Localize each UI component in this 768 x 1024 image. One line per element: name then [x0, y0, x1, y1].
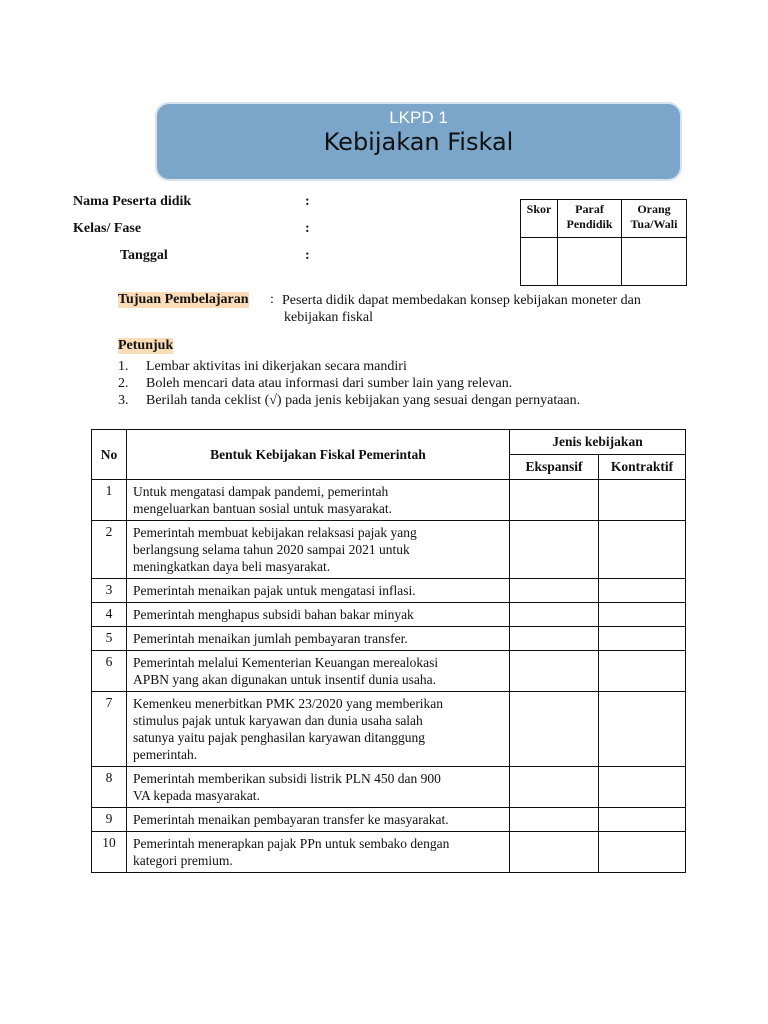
contractive-check-cell[interactable]: [599, 480, 686, 521]
row-number: 2: [92, 521, 127, 579]
contractive-check-cell[interactable]: [599, 832, 686, 873]
row-number: 9: [92, 808, 127, 832]
policy-statement: [127, 480, 510, 521]
instructions-label: Petunjuk: [118, 338, 174, 353]
policy-statement: [127, 767, 510, 808]
expansive-check-cell[interactable]: [510, 627, 599, 651]
expansive-check-cell[interactable]: [510, 603, 599, 627]
row-number: 3: [92, 579, 127, 603]
table-row: [92, 651, 686, 692]
col-header-no: No: [92, 430, 127, 480]
policy-statement: [127, 832, 510, 873]
statement-line: Pemerintah melalui Kementerian Keuangan merealokasi: [133, 655, 439, 670]
statement-line: berlangsung selama tahun 2020 sampai 2021 untuk: [133, 542, 410, 557]
policy-statement: [127, 521, 510, 579]
worksheet-title: Kebijakan Fiskal: [323, 128, 514, 156]
expansive-check-cell[interactable]: [510, 767, 599, 808]
parent-sign-cell[interactable]: [622, 238, 687, 286]
statement-line: Pemerintah menaikan pembayaran transfer ke masyarakat.: [133, 812, 449, 827]
expansive-check-cell[interactable]: [510, 808, 599, 832]
class-phase-colon: :: [305, 221, 310, 236]
objective-text: Peserta didik dapat membedakan konsep kebijakan moneter dan kebijakan fiskal: [282, 293, 641, 325]
statement-line: Pemerintah menghapus subsidi bahan bakar minyak: [133, 607, 414, 622]
row-number: 4: [92, 603, 127, 627]
statement-line: mengeluarkan bantuan sosial untuk masyarakat.: [133, 501, 393, 516]
contractive-check-cell[interactable]: [599, 767, 686, 808]
parent-sign-header: Orang Tua/Wali: [622, 200, 687, 238]
table-row: [92, 832, 686, 873]
contractive-check-cell[interactable]: [599, 521, 686, 579]
table-row: [92, 767, 686, 808]
instruction-item: 2. Boleh mencari data atau informasi dari sumber lain yang relevan.: [118, 376, 513, 391]
instructions-list: [118, 358, 580, 409]
table-row: [92, 579, 686, 603]
statement-line: Untuk mengatasi dampak pandemi, pemerintah: [133, 484, 389, 499]
date-label: Tanggal: [120, 248, 168, 263]
title-banner: [155, 102, 682, 181]
table-row: [92, 603, 686, 627]
policy-statement: [127, 627, 510, 651]
statement-line: kategori premium.: [133, 853, 233, 868]
row-number: 7: [92, 692, 127, 767]
statement-line: Pemerintah memberikan subsidi listrik PLN 450 dan 900: [133, 771, 441, 786]
fiscal-policy-table: [91, 429, 686, 873]
table-row: [92, 692, 686, 767]
date-colon: :: [305, 248, 310, 263]
expansive-check-cell[interactable]: [510, 480, 599, 521]
instruction-item: 3. Berilah tanda ceklist (√) pada jenis kebijakan yang sesuai dengan pernyataan.: [118, 393, 581, 408]
row-number: 5: [92, 627, 127, 651]
col-header-expansive: Ekspansif: [510, 455, 599, 480]
policy-statement: [127, 579, 510, 603]
contractive-check-cell[interactable]: [599, 579, 686, 603]
instruction-item: 1. Lembar aktivitas ini dikerjakan secara mandiri: [118, 359, 407, 374]
score-cell[interactable]: [521, 238, 558, 286]
contractive-check-cell[interactable]: [599, 603, 686, 627]
col-header-policy-type: Jenis kebijakan: [510, 430, 686, 455]
statement-line: Pemerintah menerapkan pajak PPn untuk sembako dengan: [133, 836, 450, 851]
policy-statement: [127, 808, 510, 832]
worksheet-number: LKPD 1: [389, 108, 448, 127]
col-header-contractive: Kontraktif: [599, 455, 686, 480]
score-signature-box: [520, 199, 687, 286]
contractive-check-cell[interactable]: [599, 627, 686, 651]
teacher-sign-cell[interactable]: [558, 238, 622, 286]
score-header: Skor: [521, 200, 558, 238]
statement-line: Pemerintah menaikan jumlah pembayaran transfer.: [133, 631, 408, 646]
row-number: 1: [92, 480, 127, 521]
statement-line: APBN yang akan digunakan untuk insentif dunia usaha.: [133, 672, 436, 687]
col-header-policy: Bentuk Kebijakan Fiskal Pemerintah: [127, 430, 510, 480]
statement-line: satunya yaitu pajak penghasilan karyawan ditanggung: [133, 730, 426, 745]
statement-line: VA kepada masyarakat.: [133, 788, 260, 803]
policy-statement: [127, 651, 510, 692]
row-number: 6: [92, 651, 127, 692]
statement-line: Pemerintah menaikan pajak untuk mengatasi inflasi.: [133, 583, 416, 598]
teacher-sign-header: Paraf Pendidik: [558, 200, 622, 238]
objective-colon: :: [270, 292, 274, 307]
expansive-check-cell[interactable]: [510, 521, 599, 579]
statement-line: meningkatkan daya beli masyarakat.: [133, 559, 331, 574]
statement-line: stimulus pajak untuk karyawan dan dunia usaha salah: [133, 713, 423, 728]
statement-line: Pemerintah membuat kebijakan relaksasi pajak yang: [133, 525, 417, 540]
table-row: [92, 480, 686, 521]
policy-statement: [127, 603, 510, 627]
student-name-label: Nama Peserta didik: [73, 194, 192, 209]
objective-label: Tujuan Pembelajaran: [118, 292, 249, 307]
expansive-check-cell[interactable]: [510, 651, 599, 692]
statement-line: pemerintah.: [133, 747, 198, 762]
expansive-check-cell[interactable]: [510, 692, 599, 767]
table-row: [92, 521, 686, 579]
class-phase-label: Kelas/ Fase: [73, 221, 142, 236]
contractive-check-cell[interactable]: [599, 808, 686, 832]
statement-line: Kemenkeu menerbitkan PMK 23/2020 yang memberikan: [133, 696, 444, 711]
contractive-check-cell[interactable]: [599, 692, 686, 767]
table-row: [92, 627, 686, 651]
policy-statement: [127, 692, 510, 767]
expansive-check-cell[interactable]: [510, 579, 599, 603]
table-row: [92, 808, 686, 832]
row-number: 10: [92, 832, 127, 873]
contractive-check-cell[interactable]: [599, 651, 686, 692]
student-name-colon: :: [305, 194, 310, 209]
expansive-check-cell[interactable]: [510, 832, 599, 873]
row-number: 8: [92, 767, 127, 808]
